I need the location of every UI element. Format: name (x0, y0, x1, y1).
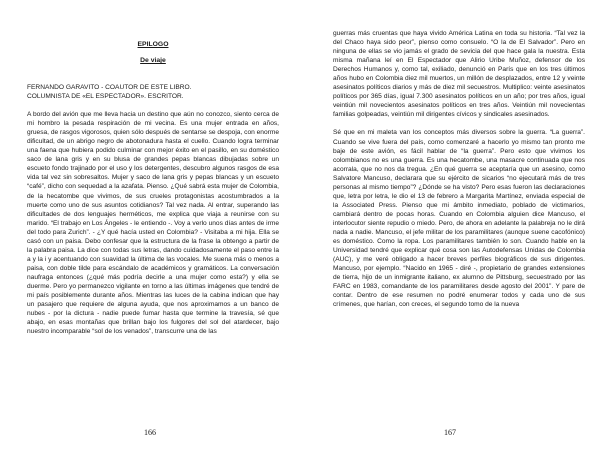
body-paragraph: A bordo del avión que me lleva hacia un destino que aún no conozco, siento cerca de mi hombro la pesada respiración de mi vecina. Es una mujer entrada en años, gruesa, de rasgos vigorosos, quien sólo después de sentarse se despoja, con enorme dificultad, de un abrigo negro de abotonadura hasta el cuello. Cuando logra terminar una faena que hubiera podido culminar con mejor éxito en el pasillo, en su doméstico saco de lana gris y en su blusa de grandes pepas blancas dibujadas sobre un escueto fondo trajinado por el uso y los detergentes, descubro algunos rasgos de esa vida tal vez sin sobresaltos. Mujer y saco de lana gris y pepas blancas y un escueto “café”, dicho con sequedad a la azafata. Pienso. ¿Qué sabrá esta mujer de Colombia, de la hecatombe que vivimos, de sus crueles protagonistas acostumbrados a la muerte como uno de sus asuntos cotidianos? Tal vez nada. Al entrar, superando las dificultades de dos lenguajes herméticos, me explica que viaja a reunirse con su marido. “El trabajo en Los Ángeles - le entiendo -. Voy a verlo unos días antes de irme del todo para Zurich”. - ¿Y qué hacía usted en Colombia? - Visitaba a mi hija. Ella se casó con un paisa. Debo confesar que la estructura de la frase la obtengo a partir de la palabra paisa. La dice con todas sus letras, dando cuidadosamente el paso entre la a y la i y acentuando con suavidad la última de las vocales. Me suena más o menos a paisa, con doble tilde para escándalo de académicos y gramáticos. La conversación naufraga entonces (¿qué más podría decirle a una mujer como esta?) y ella se duerme. Pero yo permanezco vigilante en torno a las últimas imágenes que tendré de mi país posiblemente durante años. Mientras las luces de la cabina indican que hay un pasajero que requiere de alguna ayuda, que nos aproximamos a un banco de nubes - por la dictura - nadie puede fumar hasta que termine la travesía, sé que abajo, en esas montañas que brillan bajo los fulgores del sol del atardecer, bajo nuestro incomparable “sol de los venados”, transcurre una de las (27, 111, 279, 336)
body-paragraph: Sé que en mi maleta van los conceptos más diversos sobre la guerra. “La guerra”. Cuando se vive fuera del país, como comenzaré a hacerlo yo mismo tan pronto me baje de este avión, es fácil hablar de “la guerra”. Pero esto que vivimos los colombianos no es una guerra. Es una hecatombe, una masacre continuada que nos acorrala, que no nos da tregua. ¿En qué guerra se aceptaría que un asesino, como Salvatore Mancuso, declarara que su ejército de sicarios “no ejecutará más de tres personas al mismo tiempo”? ¿Dónde se ha visto? Pero esas fueron las declaraciones que, letra por letra, le dio el 13 de febrero a Margarita Martínez, enviada especial de la Associated Press. Pienso que mi ámbito inmediato, poblado de victimarios, cambiará dentro de pocas horas. Cuando en Colombia alguien dice Mancuso, el interlocutor siente repudio o miedo. Pero, de ahora en adelante la palabreja no le dirá nada a nadie. Mancuso, el jefe militar de los paramilitares (aunque suene cacofónico) es doméstico. Como la ropa. Los paramilitares también lo son. Cuando hable en la Universidad tendré que explicar qué cosa son las Autodefensas Unidas de Colombia (AUC), y me veré obligado a hacer breves perfiles biográficos de sus dirigentes. Mancuso, por ejemplo. “Nacido en 1965 - diré -, propietario de grandes extensiones de tierra, hijo de un inmigrante italiano, ex alumno de Pittsburg, secuestrado por las FARC en 1983, comandante de los paramilitares desde agosto del 2001”. Y pare de contar. Dentro de ese resumen no podré enumerar todos y cada uno de sus crímenes, que harían, con creces, el segundo tomo de la nueva (333, 129, 585, 309)
chapter-title: EPILOGO (137, 41, 169, 48)
author-role: COLUMNISTA DE «EL ESPECTADOR». ESCRITOR. (27, 93, 184, 101)
body-paragraph: guerras más cruentas que haya vivido América Latina en toda su historia. “Tal vez la del Chaco haya sido peor”, pienso como consuelo. “O la de El Salvador”. Pero en ninguna de ellas se vio jamás el grado de sevicia del que hace gala la nuestra. Esta misma mañana leí en El Espectador que Alirio Uribe Muñoz, defensor de los Derechos Humanos y, como tal, exiliado, denunció en París que en los tres últimos años hubo en Colombia diez mil muertos, un millón de desplazados, entre 12 y veinte asesinatos políticos diarios y más de diez mil secuestros. Multiplico: veinte asesinatos políticos por 365 días, igual 7.300 asesinatos políticos en un año; por tres años, igual veintiún mil novecientos asesinatos políticos en tres años. Veintiún mil novecientas familias golpeadas, veintiún mil dirigentes cívicos y sindicales asesinados. (333, 30, 585, 119)
author-byline: FERNANDO GARAVITO - COAUTOR DE ESTE LIBRO. (27, 84, 192, 91)
page-number-right: 167 (444, 428, 456, 437)
page-number-left: 166 (144, 428, 156, 437)
left-column (27, 40, 279, 336)
chapter-subtitle: De viaje (140, 57, 166, 64)
right-column (333, 29, 585, 309)
right-page (300, 0, 600, 450)
